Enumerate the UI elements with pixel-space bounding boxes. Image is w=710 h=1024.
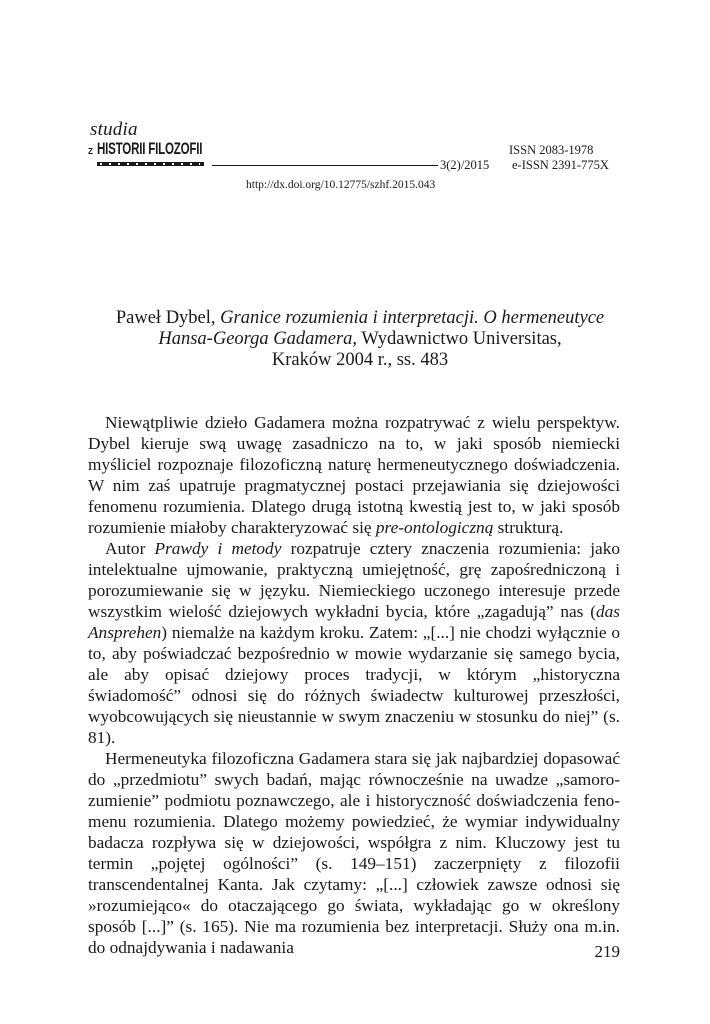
paragraph-1-text: Niewątpliwie dzieło Gadamera można rozpatrywać z wielu perspektyw. Dybel kieruje swą uwagę zasadniczo na to, w jaki sposób niemiecki myśliciel rozpoznaje filozoficzną naturę hermeneutycznego doświadczenia. W nim zaś upatruje pragmatycznej postaci przejawiania się dziejowości fenomenu rozumienia. Dlatego drugą istotną kwestią jest to, w jaki sposób rozumienie miałoby charakteryzować się — [88, 413, 620, 537]
paragraph-1-end: strukturą. — [493, 518, 564, 537]
heading-title-part-1: Granice rozumienia i interpretacji. O hermeneutyce — [220, 308, 605, 328]
paragraph-3: Hermeneutyka filozoficzna Gadamera stara się jak najbardziej dopasować do „przedmiotu” swych badań, mając równocześnie na uwadze „samorozumienie” podmiotu poznawczego, ale i historyczność doświadczenia fenomenu rozumienia. Dlatego możemy powiedzieć, że wymiar indywidualny badacza rozpływa się w dziejowości, współgra z nim. Kluczowy jest tu termin „pojętej ogólności” (s. 149–151) zaczerpnięty z filozofii transcendentalnej Kanta. Jak czytamy: „[...] człowiek zawsze odnosi się »rozumiejąco« do otaczającego go świata, wykładając go w określony sposób [...]” (s. 165). Nie ma rozumienia bez interpretacji. Służy ona m.in. do odnajdywania i nadawania — [88, 749, 620, 957]
doi-link[interactable]: http://dx.doi.org/10.12775/szhf.2015.043 — [246, 179, 436, 191]
logo-z-text: Z — [88, 147, 93, 156]
logo-studia-text: studia — [90, 119, 138, 140]
issue-number: 3(2)/2015 — [440, 158, 490, 172]
logo-bar-pattern — [100, 163, 200, 165]
heading-title-part-2: Hansa-Georga Gadamera — [158, 329, 353, 349]
heading-line-1 — [100, 308, 620, 329]
heading-line-3: Kraków 2004 r., ss. 483 — [271, 350, 449, 370]
issn-text: ISSN 2083-1978 — [509, 143, 594, 157]
heading-author: Paweł Dybel, — [115, 308, 221, 328]
paragraph-2 — [88, 538, 620, 748]
heading-line-2 — [100, 329, 620, 350]
page-number: 219 — [594, 942, 620, 961]
eissn-text: e-ISSN 2391-775X — [512, 158, 609, 172]
heading-publisher: , Wydawnictwo Universitas, — [352, 329, 562, 349]
paragraph-1 — [88, 412, 620, 538]
paragraph-2-end: ) niemalże na każdym kroku. Zatem: „[...] nie chodzi wyłącznie o to, aby poświadczać bezpośrednio w mowie wydarzanie się samego bycia, ale aby opisać dziejowy proces tradycji, w którym „historyczna świadomość” odnosi się do różnych świadectw kulturowej przeszłości, wyobcowujących się nieustannie w swym znaczeniu w stosunku do niej” (s. 81). — [88, 623, 620, 747]
review-heading — [100, 308, 620, 371]
logo-title-text: HISTORII FILOZOFII — [97, 139, 203, 158]
body-text — [88, 412, 620, 958]
paragraph-2-italic-term: das Ansprehen — [88, 602, 620, 642]
header-rule — [212, 165, 438, 166]
paragraph-1-italic: pre-ontologiczną — [375, 518, 494, 537]
paragraph-2-italic-title: Prawdy i metody — [154, 539, 282, 558]
paragraph-2-middle: rozpatruje cztery znaczenia rozumienia: jako intelektualne ujmowanie, praktyczną umiejętność, grę zapośredniczoną i porozumiewanie się w języku. Niemieckiego uczonego interesuje przede wszystkim wielość dziejowych wykładni bycia, które „zagadują” nas ( — [88, 539, 620, 621]
paragraph-2-text: Autor — [105, 539, 155, 558]
